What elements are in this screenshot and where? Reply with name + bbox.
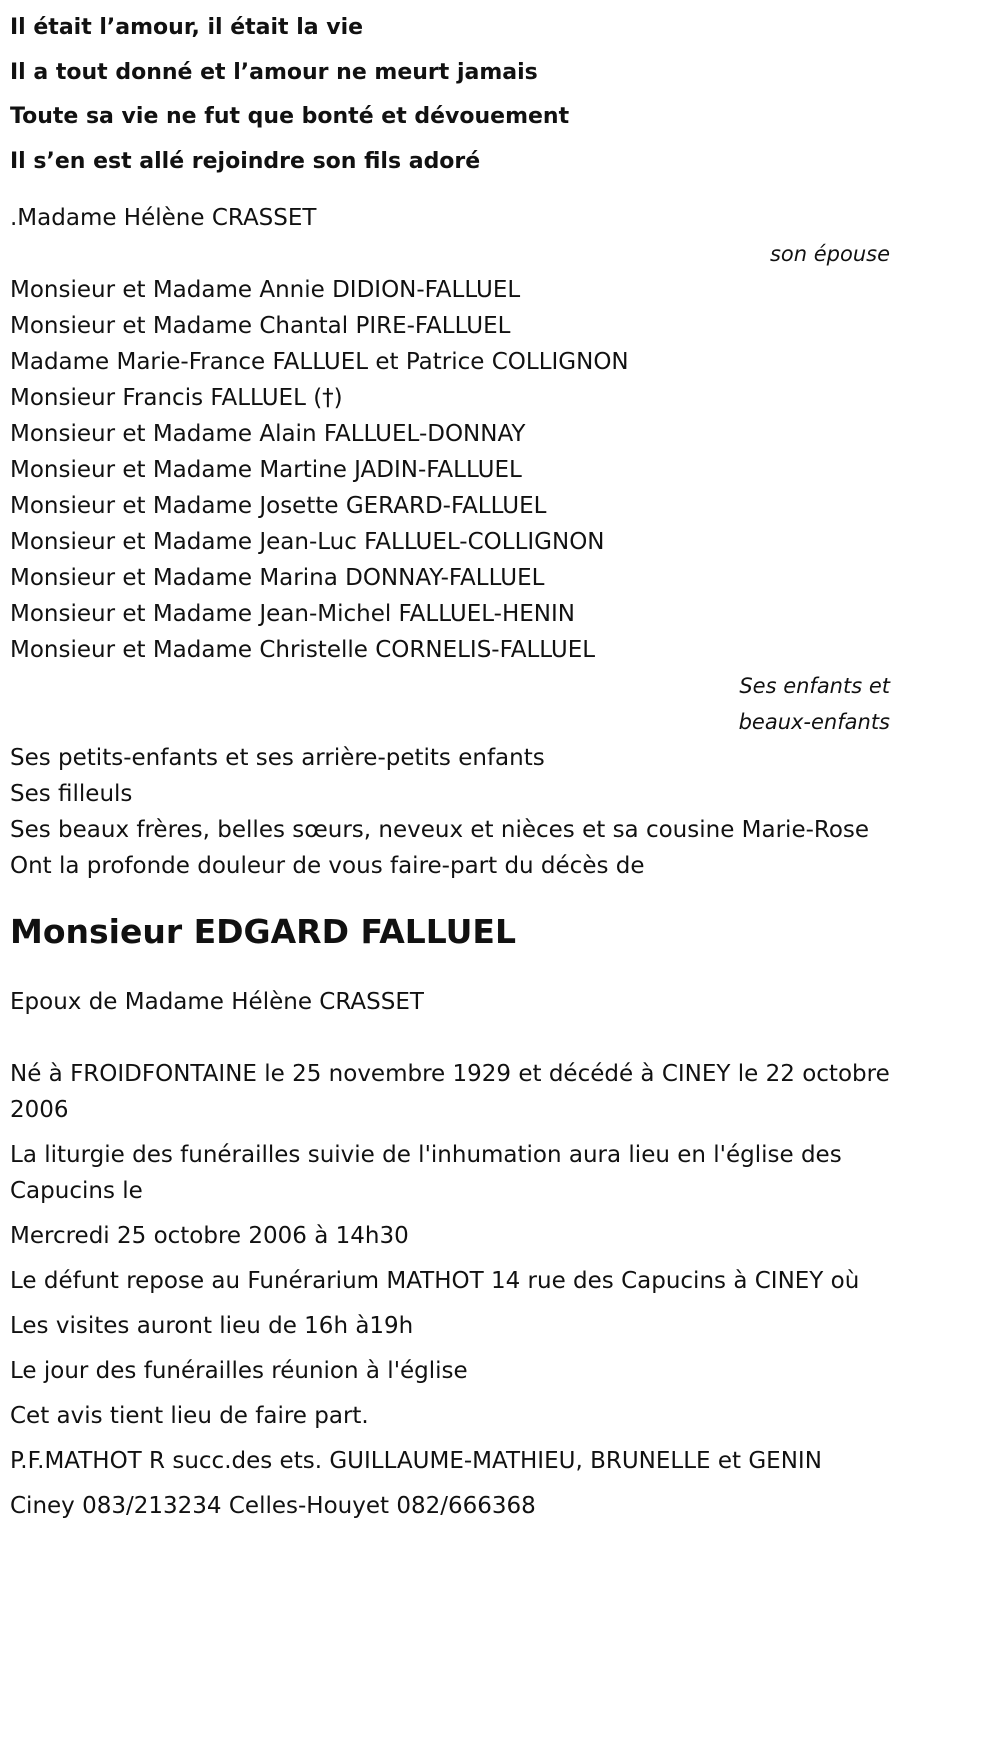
child-name: Monsieur Francis FALLUEL (†) [10,385,343,411]
child-name: Monsieur et Madame Josette GERARD-FALLUEL [10,493,547,519]
child-name: Monsieur et Madame Alain FALLUEL-DONNAY [10,421,526,447]
epitaph-line: Il s’en est allé rejoindre son fils adoré [10,148,481,174]
children-relation-line: beaux-enfants [738,710,890,734]
child-name: Madame Marie-France FALLUEL et Patrice COLLIGNON [10,349,629,375]
meeting-line: Le jour des funérailles réunion à l'église [10,1358,468,1384]
spouse-name: .Madame Hélène CRASSET [10,205,317,231]
death-notice [10,0,890,1533]
announcement-line: Ont la profonde douleur de vous faire-part du décès de [10,853,645,879]
contact-phones: Ciney 083/213234 Celles-Houyet 082/666368 [10,1493,536,1519]
epitaph-line: Toute sa vie ne fut que bonté et dévouement [10,104,570,129]
funeral-details [10,1056,890,1524]
visiting-hours: Les visites auront lieu de 16h à19h [10,1313,414,1339]
epitaph-line: Il était l’amour, il était la vie [10,15,364,40]
deceased-name: Monsieur EDGARD FALLUEL [10,912,516,951]
spouse-of: Epoux de Madame Hélène CRASSET [10,989,424,1015]
children-relation [10,668,890,740]
child-name: Monsieur et Madame Marina DONNAY-FALLUEL [10,565,545,591]
relative-line: Ses filleuls [10,781,133,807]
child-name: Monsieur et Madame Christelle CORNELIS-FALLUEL [10,637,596,663]
funeral-home-line: P.F.MATHOT R succ.des ets. GUILLAUME-MATHIEU, BRUNELLE et GENIN [10,1448,822,1474]
family-list [10,200,890,884]
spouse-relation: son épouse [769,242,890,266]
child-name: Monsieur et Madame Chantal PIRE-FALLUEL [10,313,511,339]
birth-death-line: Né à FROIDFONTAINE le 25 novembre 1929 et décédé à CINEY le 22 octobre 2006 [10,1061,890,1123]
children-relation-line: Ses enfants et [739,674,890,698]
relative-line: Ses petits-enfants et ses arrière-petits enfants [10,745,545,771]
child-name: Monsieur et Madame Martine JADIN-FALLUEL [10,457,522,483]
epitaph-line: Il a tout donné et l’amour ne meurt jamais [10,59,538,85]
child-name: Monsieur et Madame Jean-Luc FALLUEL-COLLIGNON [10,529,605,555]
funerarium-line: Le défunt repose au Funérarium MATHOT 14 rue des Capucins à CINEY où [10,1268,860,1294]
child-name: Monsieur et Madame Jean-Michel FALLUEL-HENIN [10,601,575,627]
funeral-date: Mercredi 25 octobre 2006 à 14h30 [10,1223,409,1249]
liturgy-line: La liturgie des funérailles suivie de l'inhumation aura lieu en l'église des Capucins le [10,1142,842,1204]
child-name: Monsieur et Madame Annie DIDION-FALLUEL [10,277,521,303]
epitaph [10,0,890,184]
notice-line: Cet avis tient lieu de faire part. [10,1403,369,1429]
relative-line: Ses beaux frères, belles sœurs, neveux et nièces et sa cousine Marie-Rose [10,817,870,843]
